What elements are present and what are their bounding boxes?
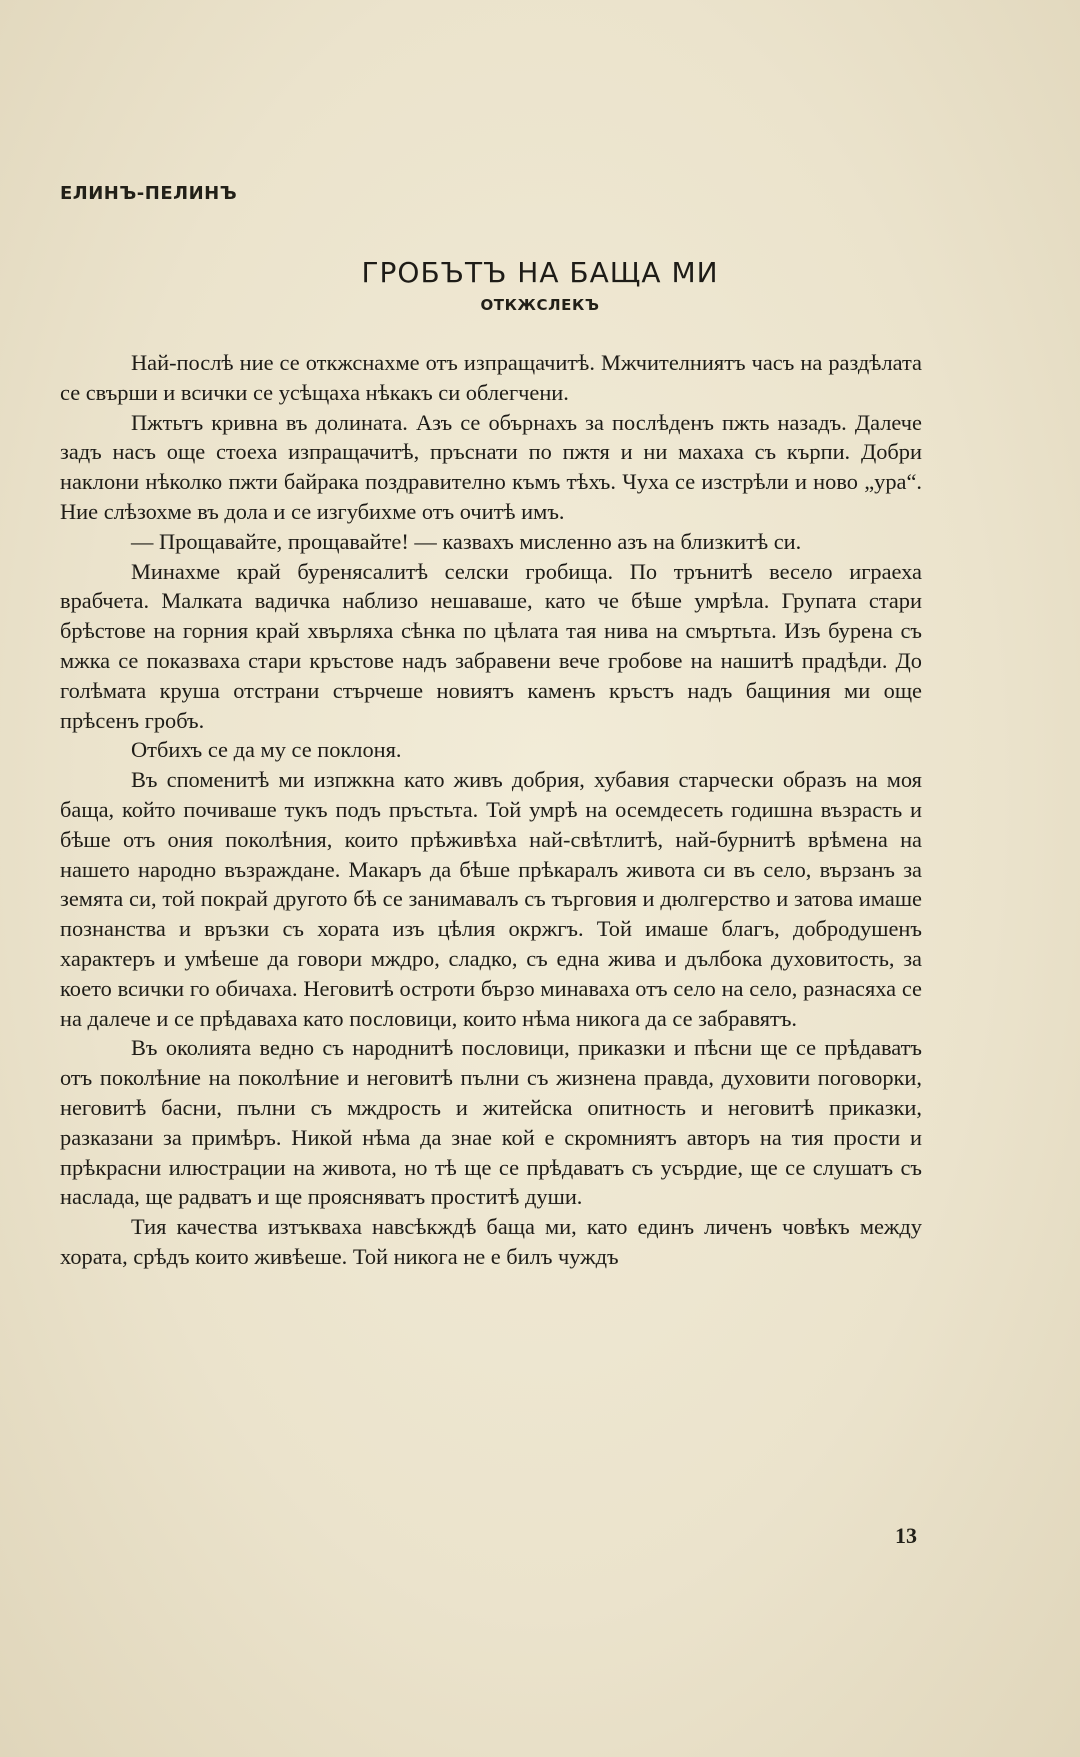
paragraph-7: Въ околията ведно съ народнитѣ пословици, приказки и пѣсни ще се прѣдаватъ отъ поколѣние на поколѣние и неговитѣ пълни съ жизнена правда, духовити поговорки, неговитѣ басни, пълни съ мждрость и житейска опитность и неговитѣ приказки, разказани за примѣръ. Никой нѣма да знае кой е скромниятъ авторъ на тия прости и прѣкрасни илюстрации на живота, но тѣ ще се прѣдаватъ съ усърдие, ще се слушатъ съ наслада, ще радватъ и ще проясняватъ проститѣ души. [60,1035,922,1210]
paragraph-4: Минахме край буренясалитѣ селски гробища. По трънитѣ весело играеха врабчета. Малката вадичка наблизо нешаваше, като че бѣше умрѣла. Групата стари брѣстове на горния край хвърляха сѣнка по цѣлата тая нива на смъртьта. Изъ бурена съ мжка се показваха стари кръстове надъ забравени вече гробове на нашитѣ прадѣди. До голѣмата круша отстрани стърчеше новиятъ каменъ кръстъ надъ бащиния ми още прѣсенъ гробъ. [60,558,922,733]
story-subtitle: ОТКЖСЛЕКЪ [480,296,600,314]
paragraph-6: Въ споменитѣ ми изпжкна като живъ добрия, хубавия старчески образъ на моя баща, който почиваше тукъ подъ пръстьта. Той умрѣ на осемдесеть годишна възрасть и бѣше отъ ония поколѣния, които прѣживѣха най-свѣтлитѣ, най-бурнитѣ врѣмена на нашето народно възраждане. Макаръ да бѣше прѣкаралъ живота си въ село, вързанъ за земята си, той покрай другото бѣ се занимавалъ съ търговия и дюлгерство и затова имаше познанства и връзки съ хората изъ цѣлия окржгъ. Той имаше благъ, добродушенъ характеръ и умѣеше да говори мждро, сладко, съ една жива и дълбока духовитость, за което всички го обичаха. Неговитѣ остроти бързо минаваха отъ село на село, разнасяха се на далече и се прѣдаваха като пословици, които нѣма никога да се забравятъ. [60,767,922,1031]
paragraph-2: Пжтьтъ кривна въ долината. Азъ се обърнахъ за послѣденъ пжть назадъ. Далече задъ насъ още стоеха изпращачитѣ, пръснати по пжтя и ни махаха съ кърпи. Добри наклони нѣколко пжти байрака поздравително къмъ тѣхъ. Чуха се изстрѣли и ново „ура“. Ние слѣзохме въ дола и се изгубихме отъ очитѣ имъ. [60,409,922,524]
body-text [60,348,922,1272]
page-number: 13 [895,1523,917,1548]
paragraph-5: Отбихъ се да му се поклоня. [131,737,402,763]
paragraph-8: Тия качества изтъкваха навсѣкждѣ баща ми, като единъ личенъ човѣкъ между хората, срѣдъ които живѣеше. Той никога не е билъ чуждъ [60,1214,922,1269]
paragraph-1: Най-послѣ ние се откжснахме отъ изпращачитѣ. Мжчителниятъ часъ на раздѣлата се свърши и всички се усѣщаха нѣкакъ си облегчени. [60,350,922,405]
paragraph-3: — Прощавайте, прощавайте! — казвахъ мисленно азъ на близкитѣ си. [131,528,802,554]
story-title: ГРОБЪТЪ НА БАЩА МИ [361,256,719,289]
author-name: ЕЛИНЪ-ПЕЛИНЪ [60,183,238,204]
